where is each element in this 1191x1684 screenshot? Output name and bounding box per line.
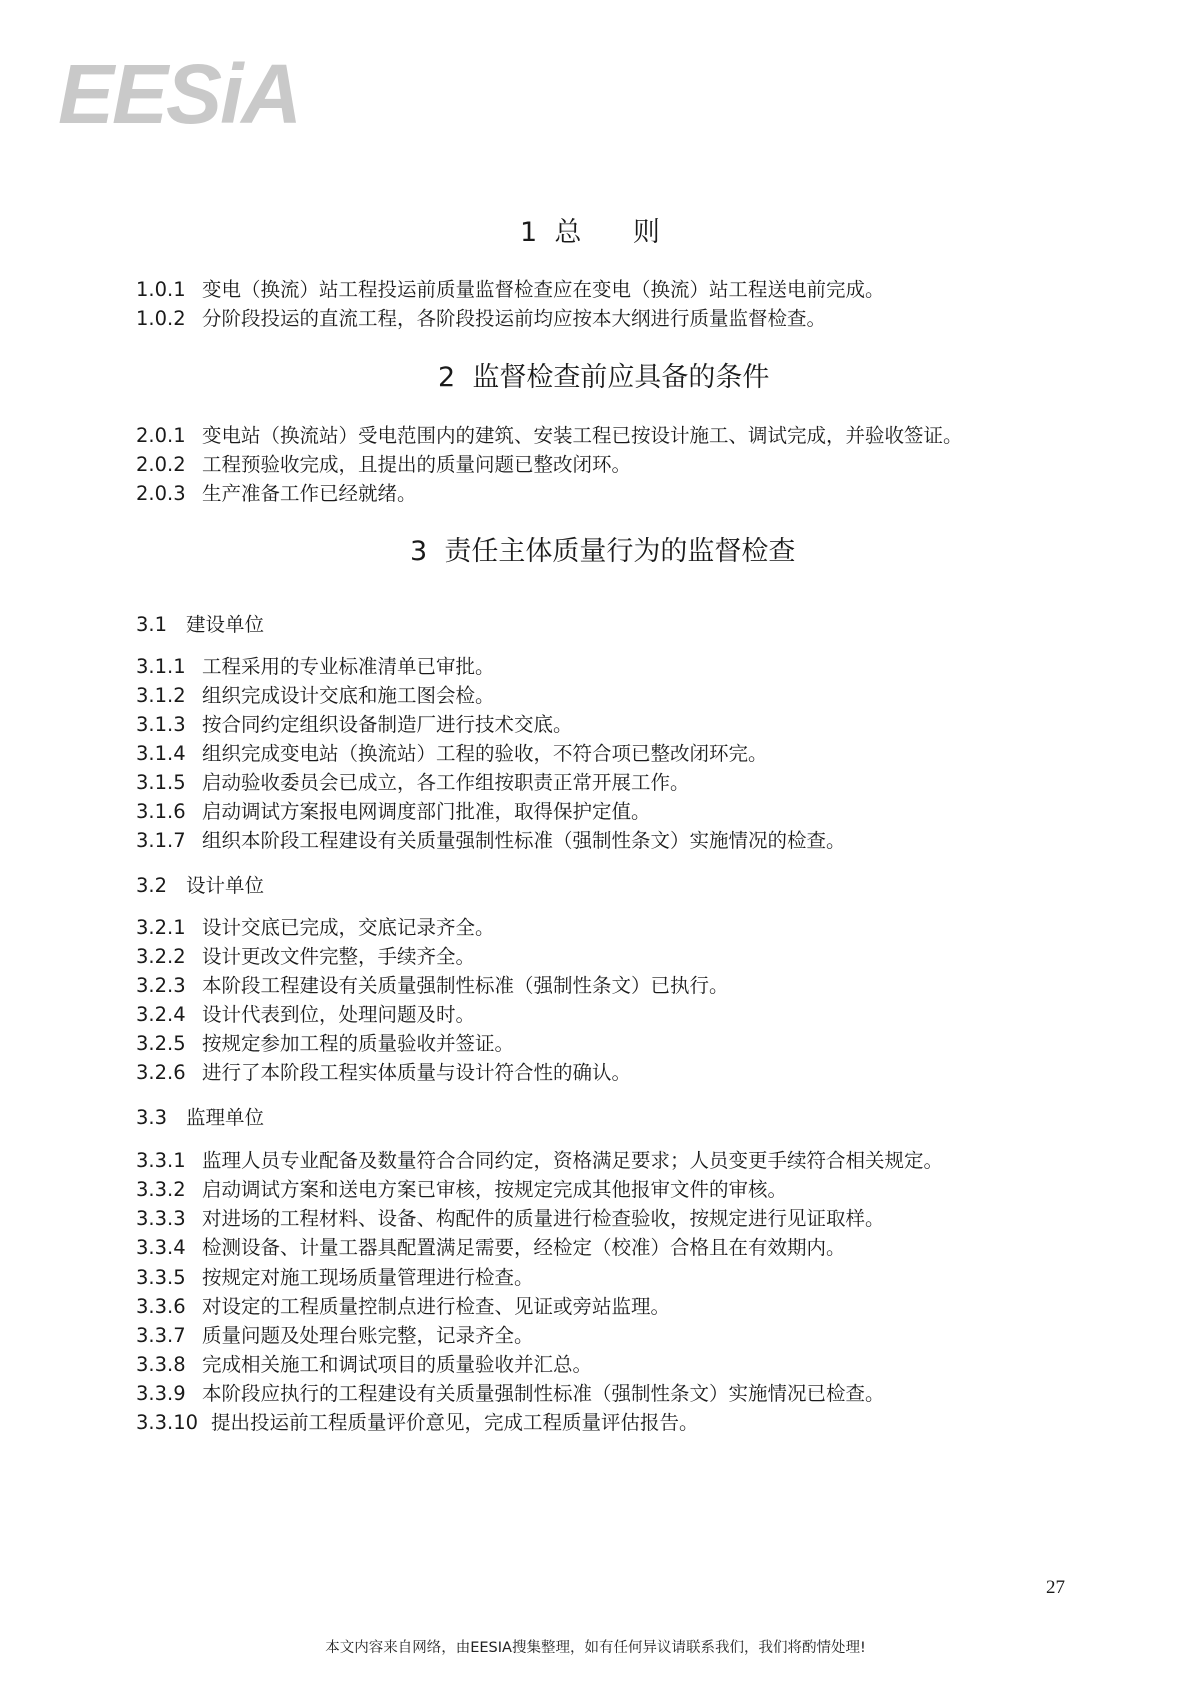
clause-3-3-6	[136, 1297, 670, 1317]
clause-text: 检测设备、计量工器具配置满足需要，经检定（校准）合格且在有效期内。	[202, 1236, 846, 1259]
clause-3-2-3	[136, 976, 729, 996]
clause-text: 变电（换流）站工程投运前质量监督检查应在变电（换流）站工程送电前完成。	[202, 278, 885, 301]
subsection-title: 建设单位	[186, 613, 265, 636]
clause-number: 2.0.3	[136, 482, 186, 505]
page-number: 27	[1046, 1577, 1065, 1598]
clause-number: 3.1.3	[136, 713, 186, 736]
clause-text: 对设定的工程质量控制点进行检查、见证或旁站监理。	[202, 1295, 671, 1318]
clause-3-1-4	[136, 744, 768, 764]
clause-number: 3.1.7	[136, 829, 186, 852]
clause-number: 3.3.1	[136, 1149, 186, 1172]
clause-text: 分阶段投运的直流工程，各阶段投运前均应按本大纲进行质量监督检查。	[202, 307, 827, 330]
clause-text: 对进场的工程材料、设备、构配件的质量进行检查验收，按规定进行见证取样。	[202, 1207, 885, 1230]
clause-3-3-5	[136, 1268, 534, 1288]
clause-3-3-10	[136, 1413, 699, 1433]
clause-3-2-6	[136, 1063, 631, 1083]
clause-number: 3.2.2	[136, 945, 186, 968]
clause-2-0-3	[136, 484, 417, 504]
section-title-1: 1 总 则	[520, 217, 660, 248]
clause-2-0-2	[136, 455, 631, 475]
footer-notice: 本文内容来自网络，由EESIA搜集整理，如有任何异议请联系我们，我们将酌情处理!	[325, 1640, 866, 1656]
clause-3-3-1	[136, 1151, 943, 1171]
clause-1-0-2	[136, 309, 826, 329]
clause-number: 3.3.5	[136, 1266, 186, 1289]
clause-number: 3.3.7	[136, 1324, 186, 1347]
clause-text: 组织完成设计交底和施工图会检。	[202, 684, 495, 707]
clause-text: 完成相关施工和调试项目的质量验收并汇总。	[202, 1353, 593, 1376]
clause-3-2-5	[136, 1034, 514, 1054]
clause-text: 本阶段工程建设有关质量强制性标准（强制性条文）已执行。	[202, 974, 729, 997]
clause-3-3-4	[136, 1238, 846, 1258]
subsection-number: 3.3	[136, 1106, 168, 1129]
clause-number: 3.3.9	[136, 1382, 186, 1405]
clause-text: 设计代表到位，处理问题及时。	[202, 1003, 476, 1026]
clause-3-3-3	[136, 1209, 885, 1229]
clause-number: 2.0.1	[136, 424, 186, 447]
clause-text: 启动调试方案报电网调度部门批准，取得保护定值。	[202, 800, 651, 823]
clause-number: 3.2.1	[136, 916, 186, 939]
clause-text: 本阶段应执行的工程建设有关质量强制性标准（强制性条文）实施情况已检查。	[202, 1382, 885, 1405]
clause-text: 按合同约定组织设备制造厂进行技术交底。	[202, 713, 573, 736]
clause-text: 设计更改文件完整，手续齐全。	[202, 945, 476, 968]
clause-number: 3.1.4	[136, 742, 186, 765]
clause-text: 按规定参加工程的质量验收并签证。	[202, 1032, 515, 1055]
section-title-3: 3 责任主体质量行为的监督检查	[410, 536, 796, 567]
clause-text: 组织完成变电站（换流站）工程的验收，不符合项已整改闭环完。	[202, 742, 768, 765]
clause-number: 1.0.1	[136, 278, 186, 301]
clause-text: 组织本阶段工程建设有关质量强制性标准（强制性条文）实施情况的检查。	[202, 829, 846, 852]
subsection-number: 3.1	[136, 613, 168, 636]
clause-number: 3.3.6	[136, 1295, 186, 1318]
clause-3-3-2	[136, 1180, 787, 1200]
subsection-title: 设计单位	[186, 874, 265, 897]
clause-3-1-3	[136, 715, 573, 735]
clause-text: 提出投运前工程质量评价意见，完成工程质量评估报告。	[211, 1411, 699, 1434]
clause-number: 2.0.2	[136, 453, 186, 476]
subsection-3-3	[136, 1108, 264, 1128]
clause-text: 按规定对施工现场质量管理进行检查。	[202, 1266, 534, 1289]
clause-number: 3.2.4	[136, 1003, 186, 1026]
clause-number: 3.3.4	[136, 1236, 186, 1259]
clause-3-1-7	[136, 831, 846, 851]
clause-text: 工程预验收完成，且提出的质量问题已整改闭环。	[202, 453, 632, 476]
clause-text: 生产准备工作已经就绪。	[202, 482, 417, 505]
clause-3-2-1	[136, 918, 495, 938]
clause-number: 3.2.5	[136, 1032, 186, 1055]
eesia-logo: EESiA	[58, 47, 301, 141]
clause-3-1-2	[136, 686, 495, 706]
clause-number: 3.2.6	[136, 1061, 186, 1084]
clause-number: 3.2.3	[136, 974, 186, 997]
clause-3-1-1	[136, 657, 495, 677]
clause-text: 进行了本阶段工程实体质量与设计符合性的确认。	[202, 1061, 632, 1084]
subsection-3-2	[136, 876, 264, 896]
clause-text: 设计交底已完成，交底记录齐全。	[202, 916, 495, 939]
clause-number: 3.1.6	[136, 800, 186, 823]
clause-3-3-8	[136, 1355, 592, 1375]
clause-3-1-6	[136, 802, 651, 822]
clause-text: 启动验收委员会已成立，各工作组按职责正常开展工作。	[202, 771, 690, 794]
clause-number: 3.3.8	[136, 1353, 186, 1376]
subsection-number: 3.2	[136, 874, 168, 897]
clause-1-0-1	[136, 280, 885, 300]
clause-number: 3.1.2	[136, 684, 186, 707]
section-title-2: 2 监督检查前应具备的条件	[438, 362, 770, 393]
clause-number: 3.1.1	[136, 655, 186, 678]
clause-number: 1.0.2	[136, 307, 186, 330]
clause-number: 3.3.2	[136, 1178, 186, 1201]
subsection-title: 监理单位	[186, 1106, 265, 1129]
clause-3-3-7	[136, 1326, 534, 1346]
clause-text: 变电站（换流站）受电范围内的建筑、安装工程已按设计施工、调试完成，并验收签证。	[202, 424, 963, 447]
clause-text: 质量问题及处理台账完整，记录齐全。	[202, 1324, 534, 1347]
clause-text: 监理人员专业配备及数量符合合同约定，资格满足要求；人员变更手续符合相关规定。	[202, 1149, 944, 1172]
clause-3-2-4	[136, 1005, 475, 1025]
clause-3-1-5	[136, 773, 690, 793]
clause-2-0-1	[136, 426, 963, 446]
clause-number: 3.3.3	[136, 1207, 186, 1230]
clause-number: 3.3.10	[136, 1411, 199, 1434]
clause-3-3-9	[136, 1384, 885, 1404]
clause-3-2-2	[136, 947, 475, 967]
clause-text: 工程采用的专业标准清单已审批。	[202, 655, 495, 678]
subsection-3-1	[136, 615, 264, 635]
clause-number: 3.1.5	[136, 771, 186, 794]
clause-text: 启动调试方案和送电方案已审核，按规定完成其他报审文件的审核。	[202, 1178, 788, 1201]
